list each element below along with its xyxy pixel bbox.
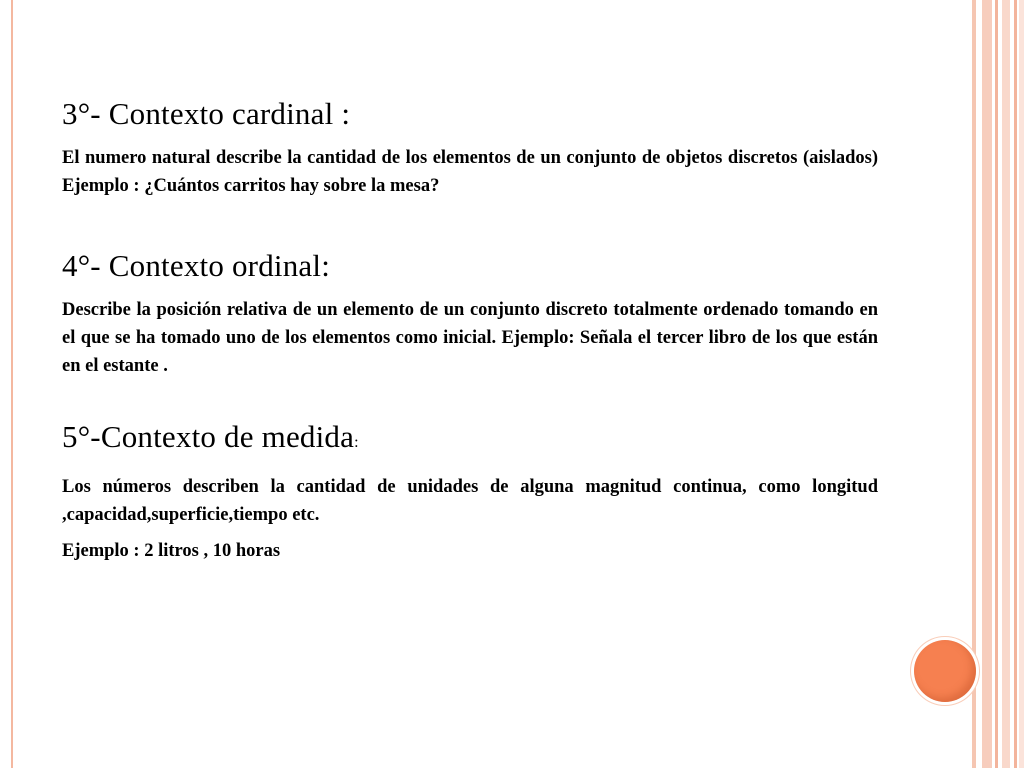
section-heading-suffix: :	[354, 434, 359, 451]
section-paragraph: Describe la posición relativa de un elemento de un conjunto discreto totalmente ordenado tomando en el que se ha tomado uno de los elementos como inicial. Ejemplo: Señala el tercer libro de los que están en el estante .	[62, 300, 878, 376]
section-heading	[62, 419, 878, 461]
decorative-stripe	[1014, 0, 1017, 768]
decorative-stripe	[982, 0, 992, 768]
decorative-stripe	[995, 0, 998, 768]
section-heading: 4°- Contexto ordinal:	[62, 248, 331, 283]
section-paragraph: Los números describen la cantidad de unidades de alguna magnitud continua, como longitud ,capacidad,superficie,tiempo etc.	[62, 477, 878, 525]
section-cardinal	[62, 96, 878, 200]
orange-circle-decoration	[914, 640, 976, 702]
section-paragraph: Ejemplo : 2 litros , 10 horas	[62, 541, 281, 561]
decorative-stripe	[1019, 0, 1024, 768]
section-paragraph: El numero natural describe la cantidad de los elementos de un conjunto de objetos discretos (aislados) Ejemplo : ¿Cuántos carritos hay sobre la mesa?	[62, 148, 878, 196]
section-heading-text: 5°-Contexto de medida	[62, 419, 355, 454]
left-margin-line	[11, 0, 13, 768]
section-medida	[62, 419, 878, 565]
decorative-stripe	[1002, 0, 1010, 768]
decorative-stripe	[972, 0, 976, 768]
section-heading: 3°- Contexto cardinal :	[62, 96, 351, 131]
section-ordinal	[62, 248, 878, 380]
